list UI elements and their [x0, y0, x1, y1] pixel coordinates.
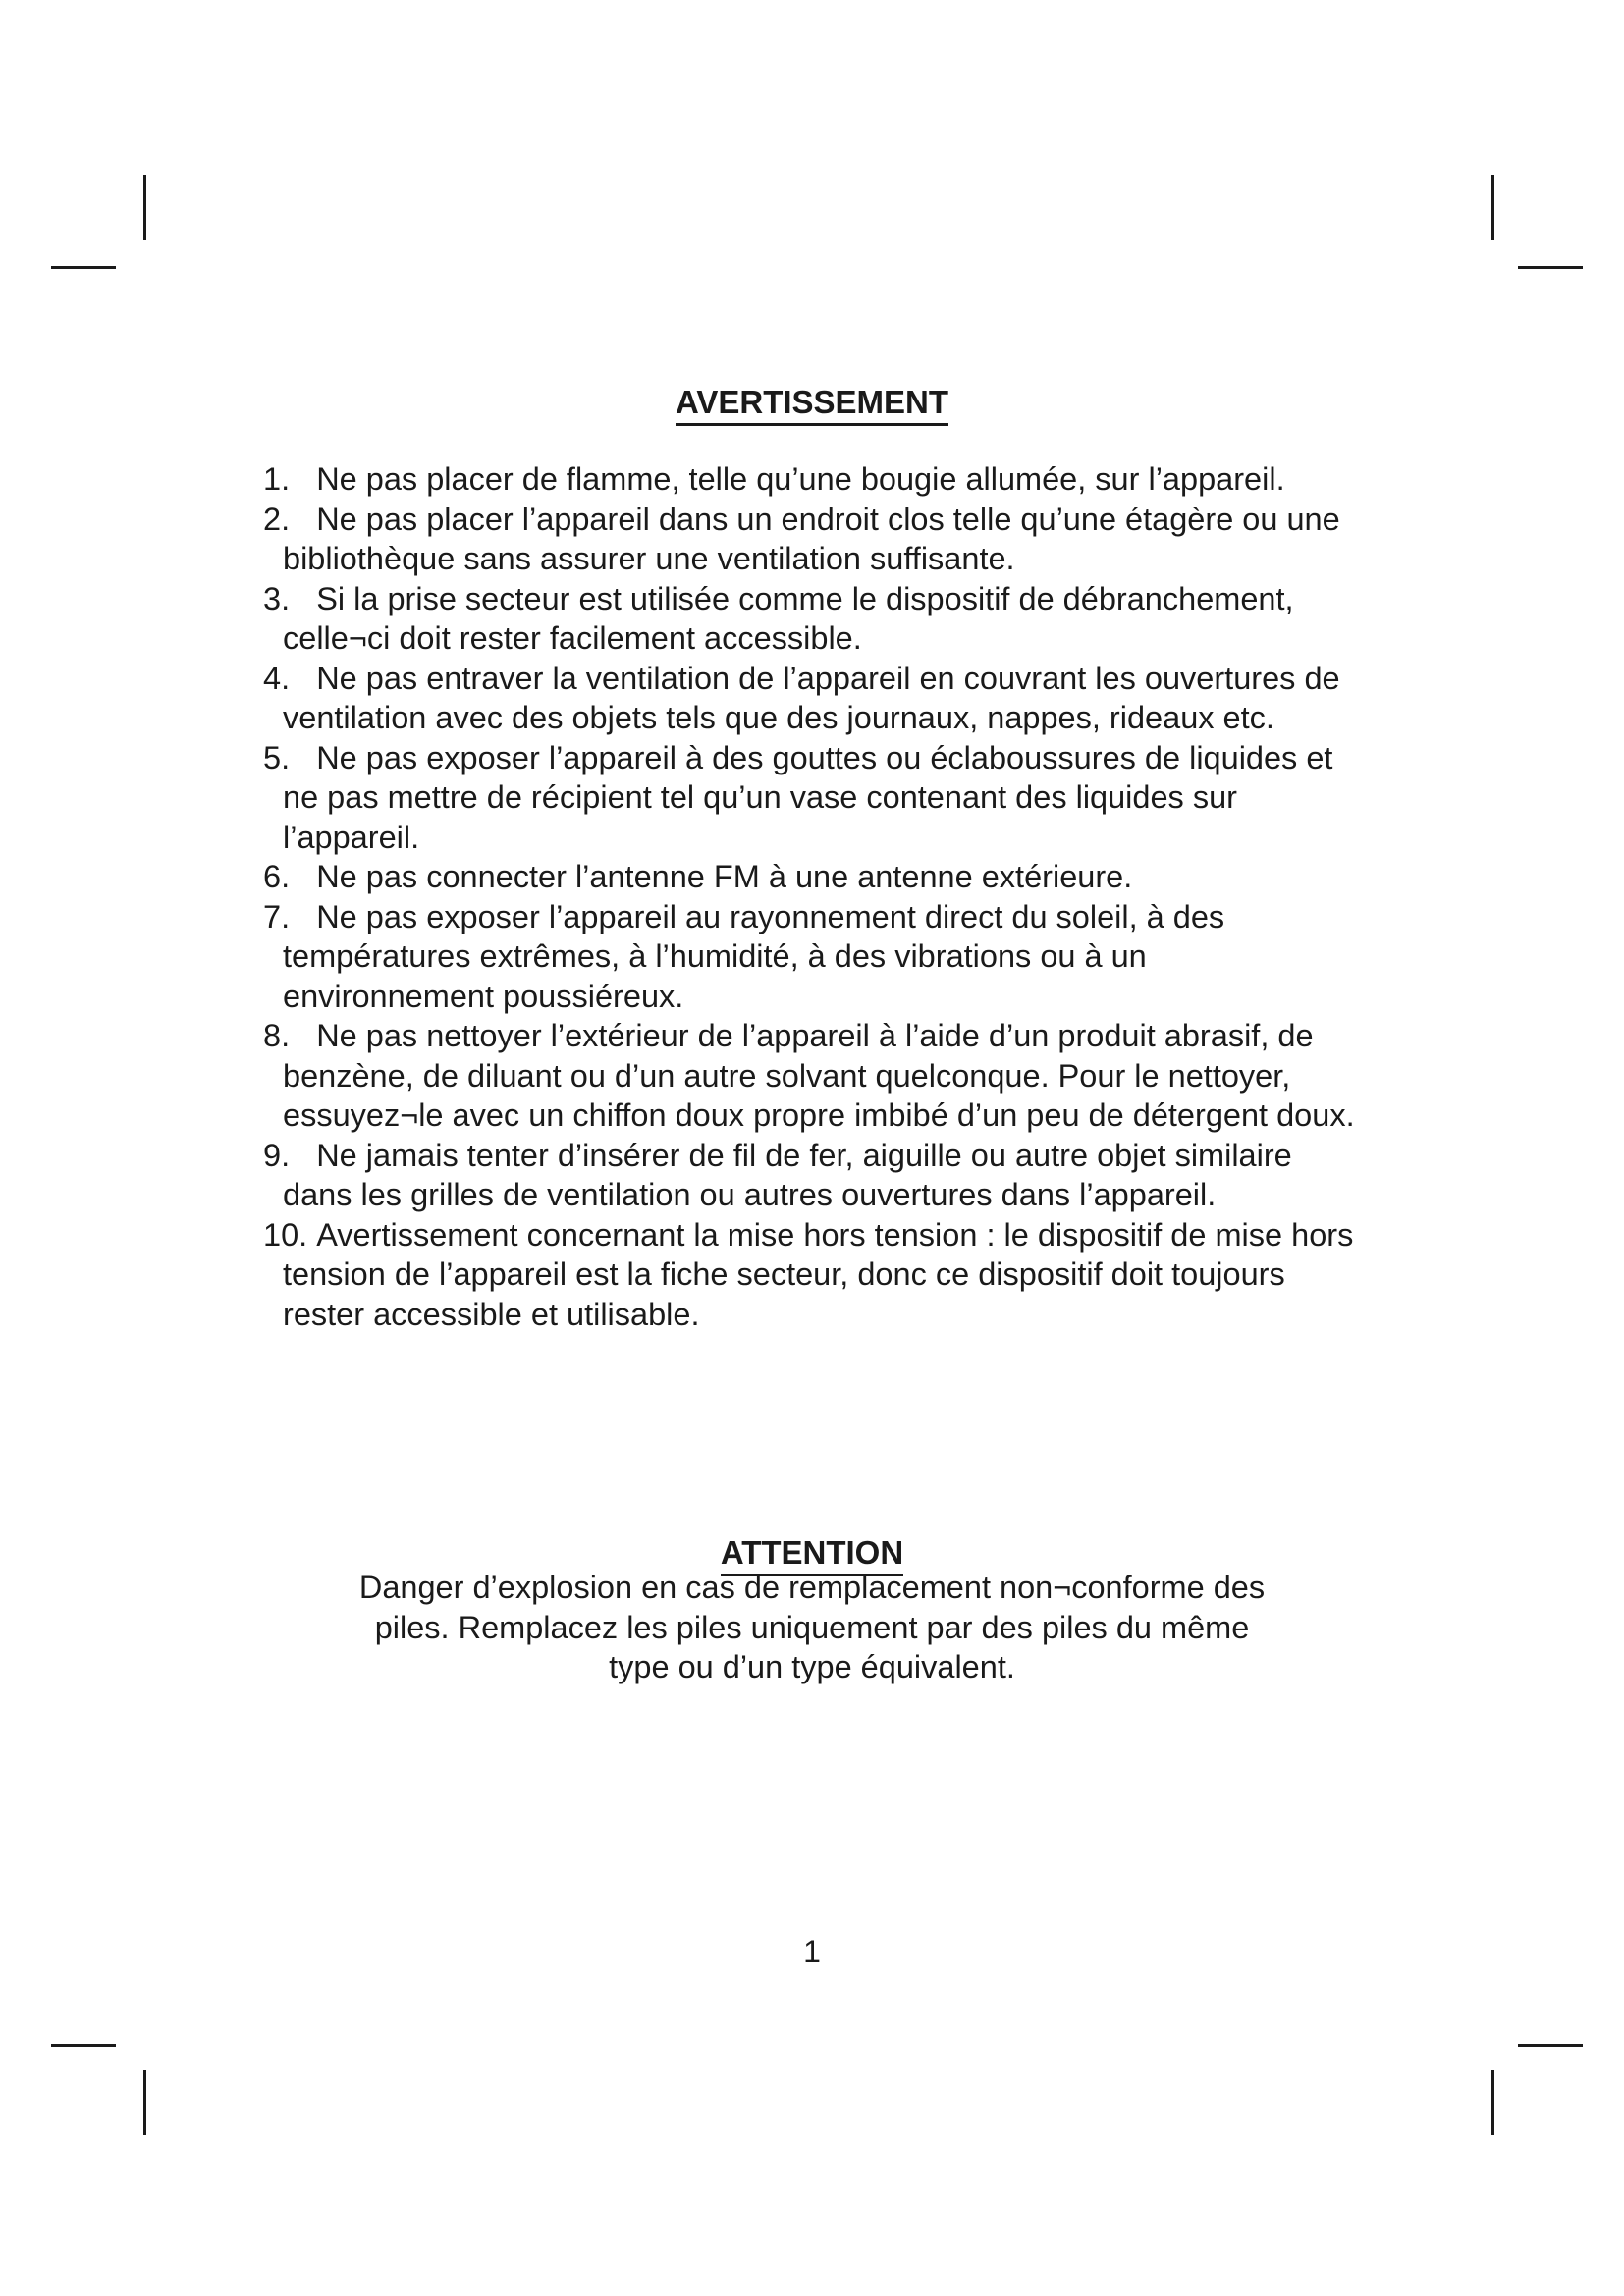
list-item-text: Ne pas placer l’appareil dans un endroit clos telle qu’une étagère ou une bibliothèque sans assurer une ventilation suffisante. [283, 501, 1340, 576]
list-item [263, 459, 1363, 500]
list-item [263, 659, 1363, 738]
list-item-text: Ne pas exposer l’appareil au rayonnement direct du soleil, à des températures extrêmes, à l’humidité, à des vibrations ou à un environnement poussiéreux. [283, 898, 1225, 1014]
list-item-text: Ne pas exposer l’appareil à des gouttes ou éclaboussures de liquides et ne pas mettre de récipient tel qu’un vase contenant des liquides sur l’appareil. [283, 739, 1333, 855]
crop-mark-bottom-left-vertical [143, 2070, 146, 2135]
list-item [263, 1016, 1363, 1136]
list-item [263, 897, 1363, 1017]
warning-title [0, 383, 1624, 422]
attention-title-text: ATTENTION [721, 1534, 903, 1576]
list-item [263, 1136, 1363, 1215]
attention-text: Danger d’explosion en cas de remplacement non¬conforme des piles. Remplacez les piles uniquement par des piles du même type ou d’un type équivalent. [358, 1570, 1266, 1684]
crop-mark-top-right-horizontal [1518, 266, 1583, 269]
crop-mark-top-left-vertical [143, 175, 146, 240]
list-item-number: 2. [263, 501, 291, 537]
list-item-number: 5. [263, 739, 291, 775]
crop-mark-bottom-right-vertical [1491, 2070, 1494, 2135]
list-item-number: 8. [263, 1018, 291, 1053]
list-item-text: Ne pas entraver la ventilation de l’appareil en couvrant les ouvertures de ventilation avec des objets tels que des journaux, nappes, rideaux etc. [283, 660, 1340, 735]
list-item [263, 500, 1363, 579]
crop-mark-top-right-vertical [1491, 175, 1494, 240]
list-item-number: 9. [263, 1137, 291, 1173]
list-item-text: Avertissement concernant la mise hors tension : le dispositif de mise hors tension de l’appareil est la fiche secteur, donc ce dispositif doit toujours rester accessible et utilisable. [283, 1216, 1354, 1332]
list-item [263, 738, 1363, 858]
list-item [263, 1215, 1363, 1335]
list-item-text: Ne pas placer de flamme, telle qu’une bougie allumée, sur l’appareil. [316, 461, 1285, 497]
warning-title-text: AVERTISSEMENT [676, 384, 948, 426]
warning-list [263, 459, 1363, 1334]
list-item-number: 1. [263, 461, 291, 497]
crop-mark-top-left-horizontal [51, 266, 116, 269]
list-item-text: Si la prise secteur est utilisée comme le dispositif de débranchement, celle¬ci doit rester facilement accessible. [283, 580, 1294, 656]
list-item-number: 3. [263, 580, 291, 616]
crop-mark-bottom-left-horizontal [51, 2044, 116, 2047]
page-number: 1 [803, 1934, 821, 1969]
list-item-number: 4. [263, 660, 291, 696]
list-item [263, 857, 1363, 897]
list-item-number: 7. [263, 898, 291, 934]
list-item-text: Ne jamais tenter d’insérer de fil de fer, aiguille ou autre objet similaire dans les grilles de ventilation ou autres ouvertures dans l’appareil. [283, 1137, 1292, 1212]
list-item-text: Ne pas nettoyer l’extérieur de l’appareil à l’aide d’un produit abrasif, de benzène, de diluant ou d’un autre solvant quelconque. Pour le nettoyer, essuyez¬le avec un chiffon doux propre imbibé d’un peu de détergent doux. [283, 1018, 1355, 1133]
attention-title [0, 1533, 1624, 1573]
list-item-text: Ne pas connecter l’antenne FM à une antenne extérieure. [316, 859, 1133, 894]
crop-mark-bottom-right-horizontal [1518, 2044, 1583, 2047]
list-item-number: 10. [263, 1216, 308, 1253]
list-item-number: 6. [263, 859, 291, 894]
list-item [263, 579, 1363, 659]
